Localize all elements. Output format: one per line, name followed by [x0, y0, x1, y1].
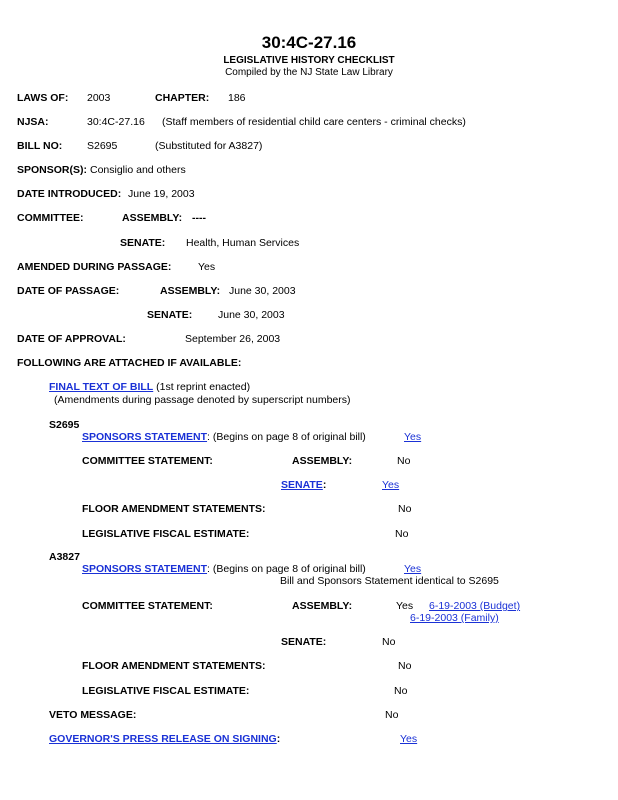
laws-of-value: 2003 — [87, 92, 111, 104]
a3827-fiscal-label: LEGISLATIVE FISCAL ESTIMATE: — [82, 685, 250, 697]
bill-no-value: S2695 — [87, 140, 118, 152]
a3827-sponsors-note: : (Begins on page 8 of original bill) — [207, 563, 366, 575]
bill-substituted-note: (Substituted for A3827) — [155, 140, 263, 152]
passage-senate-label: SENATE: — [147, 309, 193, 321]
a3827-assembly-value: Yes — [396, 600, 414, 612]
committee-assembly-value: ---- — [192, 212, 206, 224]
veto-label: VETO MESSAGE: — [49, 709, 137, 721]
njsa-description: (Staff members of residential child care centers - criminal checks) — [162, 116, 466, 128]
s2695-committee-label: COMMITTEE STATEMENT: — [82, 455, 213, 467]
veto-value: No — [385, 709, 399, 721]
amended-value: Yes — [198, 261, 216, 273]
s2695-sponsors-note: : (Begins on page 8 of original bill) — [207, 431, 366, 443]
a3827-identical-note: Bill and Sponsors Statement identical to S2695 — [280, 575, 499, 587]
sponsors-value: Consiglio and others — [90, 164, 186, 176]
committee-senate-label: SENATE: — [120, 237, 166, 249]
final-text-note: (1st reprint enacted) — [156, 381, 251, 393]
a3827-sponsors-yes-link[interactable]: Yes — [404, 563, 422, 575]
final-text-line — [49, 382, 250, 393]
governor-line — [49, 734, 280, 745]
page-subtitle: LEGISLATIVE HISTORY CHECKLIST — [223, 55, 395, 66]
s2695-senate-line — [281, 480, 326, 491]
passage-label: DATE OF PASSAGE: — [17, 285, 120, 297]
passage-assembly-label: ASSEMBLY: — [160, 285, 221, 297]
page-title: 30:4C-27.16 — [261, 33, 357, 52]
date-introduced-label: DATE INTRODUCED: — [17, 188, 122, 200]
a3827-family-statement-link[interactable]: 6-19-2003 (Family) — [410, 612, 499, 624]
committee-senate-value: Health, Human Services — [186, 237, 300, 249]
a3827-fiscal-value: No — [394, 685, 408, 697]
s2695-assembly-label: ASSEMBLY: — [292, 455, 353, 467]
s2695-floor-label: FLOOR AMENDMENT STATEMENTS: — [82, 503, 266, 515]
chapter-value: 186 — [228, 92, 246, 104]
s2695-assembly-value: No — [397, 455, 411, 467]
a3827-sponsors-statement-link[interactable]: SPONSORS STATEMENT — [82, 563, 208, 575]
compiled-by: Compiled by the NJ State Law Library — [225, 67, 393, 78]
passage-assembly-value: June 30, 2003 — [229, 285, 296, 297]
approval-label: DATE OF APPROVAL: — [17, 333, 126, 345]
s2695-fiscal-value: No — [395, 528, 409, 540]
governor-press-release-link[interactable]: GOVERNOR'S PRESS RELEASE ON SIGNING — [49, 733, 277, 745]
amended-label: AMENDED DURING PASSAGE: — [17, 261, 172, 273]
committee-label: COMMITTEE: — [17, 212, 84, 224]
njsa-value: 30:4C-27.16 — [87, 116, 145, 128]
laws-of-label: LAWS OF: — [17, 92, 69, 104]
s2695-senate-link[interactable]: SENATE — [281, 479, 323, 491]
final-text-note-amendments: (Amendments during passage denoted by superscript numbers) — [54, 394, 351, 406]
governor-colon: : — [276, 733, 281, 745]
bill-no-label: BILL NO: — [17, 140, 63, 152]
date-introduced-value: June 19, 2003 — [128, 188, 195, 200]
s2695-label: S2695 — [49, 419, 80, 431]
s2695-sponsors-yes-link[interactable]: Yes — [404, 431, 422, 443]
governor-yes-link[interactable]: Yes — [400, 733, 418, 745]
chapter-label: CHAPTER: — [155, 92, 210, 104]
s2695-senate-yes-link[interactable]: Yes — [382, 479, 400, 491]
a3827-assembly-label: ASSEMBLY: — [292, 600, 353, 612]
sponsors-label: SPONSOR(S): — [17, 164, 88, 176]
attached-heading: FOLLOWING ARE ATTACHED IF AVAILABLE: — [17, 357, 242, 369]
a3827-label: A3827 — [49, 551, 80, 563]
committee-assembly-label: ASSEMBLY: — [122, 212, 183, 224]
a3827-senate-value: No — [382, 636, 396, 648]
a3827-committee-label: COMMITTEE STATEMENT: — [82, 600, 213, 612]
s2695-sponsors-statement-link[interactable]: SPONSORS STATEMENT — [82, 431, 208, 443]
a3827-floor-label: FLOOR AMENDMENT STATEMENTS: — [82, 660, 266, 672]
s2695-floor-value: No — [398, 503, 412, 515]
a3827-sponsors-line — [82, 564, 366, 575]
a3827-floor-value: No — [398, 660, 412, 672]
s2695-sponsors-line — [82, 432, 366, 443]
a3827-senate-label: SENATE: — [281, 636, 327, 648]
s2695-senate-colon: : — [322, 479, 327, 491]
final-text-link[interactable]: FINAL TEXT OF BILL — [49, 381, 154, 393]
s2695-fiscal-label: LEGISLATIVE FISCAL ESTIMATE: — [82, 528, 250, 540]
passage-senate-value: June 30, 2003 — [218, 309, 285, 321]
njsa-label: NJSA: — [17, 116, 49, 128]
a3827-budget-statement-link[interactable]: 6-19-2003 (Budget) — [429, 600, 521, 612]
approval-value: September 26, 2003 — [185, 333, 281, 345]
